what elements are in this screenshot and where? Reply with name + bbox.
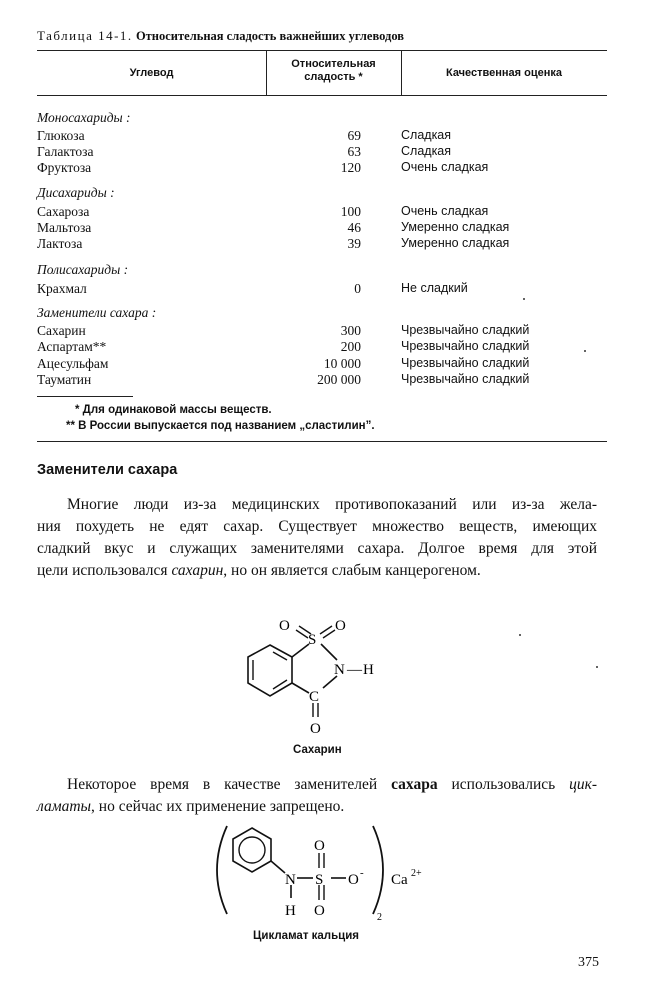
paragraph-1-line-3: сладкий вкус и служащих заменителями сахара. Долгое время для этой [37, 540, 597, 557]
row-eval: Чрезвычайно сладкий [401, 339, 530, 353]
group-title-monosaccharides: Моносахариды : [37, 110, 131, 125]
table-row [37, 372, 557, 388]
row-name: Крахмал [37, 281, 87, 296]
row-eval: Чрезвычайно сладкий [401, 372, 530, 386]
group-title-disaccharides: Дисахариды : [37, 185, 115, 200]
bond-nh: — [347, 662, 362, 678]
row-name: Лактоза [37, 236, 83, 251]
footnote-1: * Для одинаковой массы веществ. [75, 404, 272, 416]
row-eval: Чрезвычайно сладкий [401, 356, 530, 370]
aromatic-circle [239, 837, 265, 863]
benzene-ring [248, 645, 292, 696]
header-sweetness [266, 58, 401, 84]
bond [292, 644, 309, 657]
group-title-polysaccharides: Полисахариды : [37, 262, 129, 277]
table-caption-label: Таблица 14-1. [37, 28, 133, 43]
p1-line-4-text-a: цели использовался [37, 562, 172, 579]
subscript-2: 2 [377, 912, 382, 923]
row-value: 300 [340, 323, 361, 338]
page-number: 375 [578, 955, 599, 970]
row-eval: Сладкая [401, 144, 452, 158]
atom-oxygen: O [314, 903, 325, 919]
p1-line-4-text-b: , но он является слабым канцерогеном. [223, 562, 481, 579]
calcium-charge: 2+ [411, 868, 422, 879]
footnote-2: ** В России выпускается под названием „сластилин”. [66, 420, 375, 432]
header-sweetness-line2: сладость * [304, 71, 363, 83]
table-header-rule [37, 95, 607, 96]
row-value: 100 [340, 204, 361, 219]
row-value: 120 [340, 160, 361, 175]
table-row [37, 204, 557, 220]
row-name: Глюкоза [37, 128, 85, 143]
table-bottom-rule [37, 441, 607, 442]
row-value: 10 000 [323, 356, 361, 371]
table-row [37, 128, 557, 144]
p2-line-1-text-b: использовались [437, 776, 570, 793]
table-row [37, 160, 557, 176]
table-row [37, 339, 557, 355]
row-eval: Не сладкий [401, 281, 468, 295]
row-name: Сахарин [37, 323, 86, 338]
cyclamate-caption: Цикламат кальция [253, 930, 360, 942]
p1-line-1-text: Многие люди из-за медицинских противопоказаний или из-за жела- [67, 496, 597, 513]
table-row [37, 281, 557, 297]
paragraph-2-line-2 [37, 796, 597, 818]
row-name: Ацесульфам [37, 356, 109, 371]
atom-sulfur: S [308, 632, 317, 648]
atom-calcium: Ca [391, 872, 408, 888]
table-row [37, 356, 557, 372]
p2-term-sugar: сахара [391, 776, 438, 793]
atom-hydrogen: H [285, 903, 296, 919]
right-bracket [373, 826, 383, 914]
row-eval: Сладкая [401, 128, 452, 142]
paragraph-2-line-1 [37, 774, 597, 796]
p2-line-1-text-a: Некоторое время в качестве заменителей [67, 776, 392, 793]
row-eval: Чрезвычайно сладкий [401, 323, 530, 337]
paragraph-1-line-4 [37, 560, 597, 582]
row-value: 200 000 [317, 372, 361, 387]
atom-sulfur: S [315, 872, 324, 888]
row-value: 63 [347, 144, 361, 159]
saccharin-structure [235, 608, 395, 743]
atom-hydrogen: H [363, 662, 374, 678]
row-name: Галактоза [37, 144, 94, 159]
table-caption [37, 28, 404, 44]
row-name: Мальтоза [37, 220, 92, 235]
paragraph-1-line-2: ния похудеть не едят сахар. Существует множество веществ, имеющих [37, 518, 597, 535]
row-eval: Очень сладкая [401, 160, 489, 174]
row-value: 200 [340, 339, 361, 354]
row-eval: Умеренно сладкая [401, 236, 510, 250]
calcium-cyclamate-structure [205, 818, 455, 930]
group-title-sweeteners: Заменители сахара : [37, 305, 157, 320]
bond [292, 683, 309, 693]
atom-oxygen: O [335, 618, 346, 634]
bond [321, 644, 337, 660]
table-top-rule [37, 50, 607, 51]
header-carb: Углевод [129, 67, 174, 79]
table-row [37, 220, 557, 236]
paragraph-1-line-1 [37, 494, 597, 516]
left-bracket [217, 826, 227, 914]
negative-charge: - [360, 867, 364, 879]
row-name: Фруктоза [37, 160, 92, 175]
row-name: Аспартам** [37, 339, 107, 354]
row-value: 39 [347, 236, 361, 251]
atom-oxygen: O [310, 721, 321, 737]
scan-speck [523, 298, 525, 300]
row-eval: Очень сладкая [401, 204, 489, 218]
row-value: 69 [347, 128, 361, 143]
row-name: Сахароза [37, 204, 90, 219]
p2-term-cyclamates-part2: ламаты [37, 798, 92, 815]
header-evaluation: Качественная оценка [445, 67, 563, 79]
footnote-rule [37, 396, 133, 397]
atom-carbon: C [309, 689, 320, 705]
table-caption-title: Относительная сладость важнейших углеводов [135, 29, 405, 43]
bond [271, 861, 285, 873]
atom-nitrogen: N [334, 662, 345, 678]
p2-line-2-text: , но сейчас их применение запрещено. [91, 798, 345, 815]
table-row [37, 323, 557, 339]
saccharin-caption: Сахарин [293, 744, 342, 756]
atom-oxygen: O [348, 872, 359, 888]
scan-speck [519, 634, 521, 636]
scan-speck [584, 350, 586, 352]
header-sweetness-line1: Относительная [291, 58, 376, 70]
section-heading: Заменители сахара [37, 462, 178, 478]
p1-term-saccharin: сахарин [171, 562, 224, 579]
row-name: Тауматин [37, 372, 92, 387]
atom-oxygen: O [314, 838, 325, 854]
atom-nitrogen: N [285, 872, 296, 888]
atom-oxygen: O [279, 618, 290, 634]
table-row [37, 144, 557, 160]
p2-term-cyclamates-part1: цик- [569, 776, 597, 793]
scan-speck [596, 666, 598, 668]
row-value: 0 [354, 281, 361, 296]
row-value: 46 [347, 220, 361, 235]
table-row [37, 236, 557, 252]
row-eval: Умеренно сладкая [401, 220, 510, 234]
